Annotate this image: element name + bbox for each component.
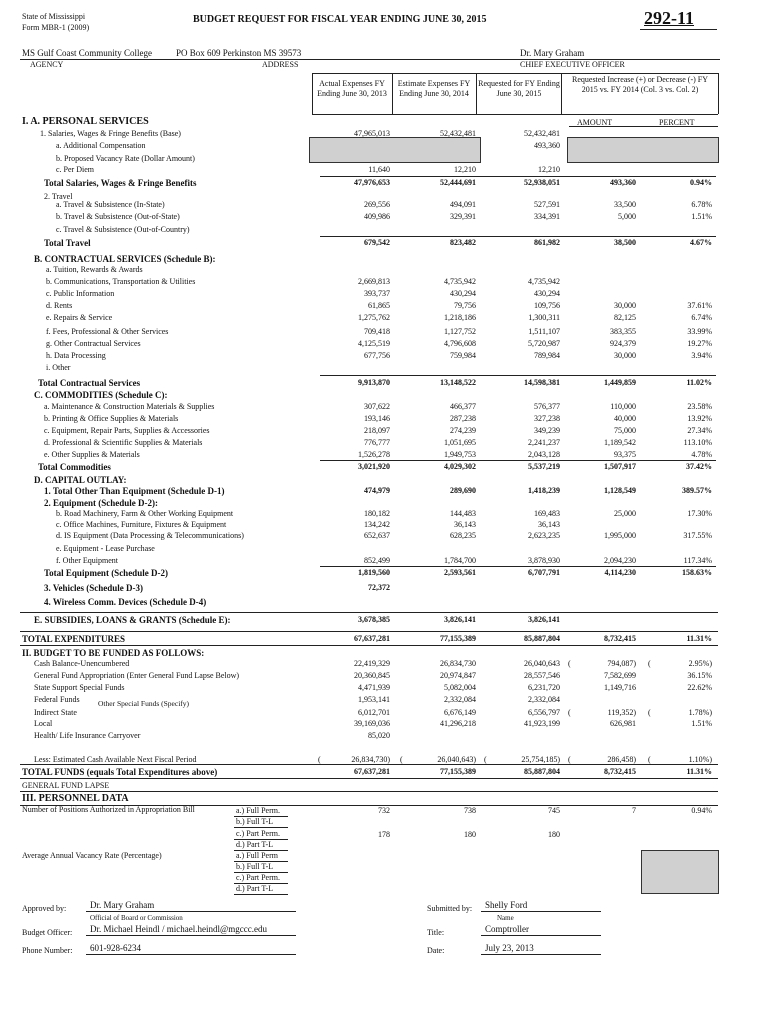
cell-requested: 789,984 bbox=[534, 351, 560, 360]
sub-vac-full-tl: b.) Full T-L bbox=[236, 862, 274, 871]
cell-amount: 33,500 bbox=[614, 200, 636, 209]
cell-estimate: 77,155,389 bbox=[440, 767, 476, 776]
personnel-title: III. PERSONNEL DATA bbox=[22, 793, 129, 804]
cell-requested: 1,418,239 bbox=[528, 486, 560, 495]
row-label: h. Data Processing bbox=[46, 351, 106, 360]
cell-percent: 3.94% bbox=[691, 351, 712, 360]
cell-requested: 861,982 bbox=[534, 238, 560, 247]
open-paren: ( bbox=[648, 708, 651, 717]
full-perm-requested: 745 bbox=[548, 806, 560, 815]
cell-actual: 1,953,141 bbox=[358, 695, 390, 704]
form-number: Form MBR-1 (2009) bbox=[22, 23, 90, 32]
row-label: e. Other Supplies & Materials bbox=[44, 450, 140, 459]
cell-percent: 17.30% bbox=[687, 509, 712, 518]
cell-actual: 11,640 bbox=[368, 165, 390, 174]
cell-requested: 85,887,804 bbox=[524, 767, 560, 776]
cell-actual: 67,637,281 bbox=[354, 767, 390, 776]
cell-actual: 134,242 bbox=[364, 520, 390, 529]
sub-full-perm: a.) Full Perm. bbox=[236, 806, 280, 815]
cell-percent: 1.78%) bbox=[688, 708, 712, 717]
open-paren: ( bbox=[484, 755, 487, 764]
row-label: C. COMMODITIES (Schedule C): bbox=[34, 390, 168, 400]
cell-estimate: 329,391 bbox=[450, 212, 476, 221]
state-label: State of Mississippi bbox=[22, 12, 86, 21]
row-label: i. Other bbox=[46, 363, 71, 372]
part-perm-estimate: 180 bbox=[464, 830, 476, 839]
cell-estimate: 274,239 bbox=[450, 426, 476, 435]
sub-vac-part-tl: d.) Part T-L bbox=[236, 884, 274, 893]
full-perm-actual: 732 bbox=[378, 806, 390, 815]
cell-estimate: 287,238 bbox=[450, 414, 476, 423]
open-paren: ( bbox=[648, 755, 651, 764]
cell-actual: 677,756 bbox=[364, 351, 390, 360]
cell-requested: 85,887,804 bbox=[524, 634, 560, 643]
cell-requested: 2,332,084 bbox=[528, 695, 560, 704]
cell-percent: 36.15% bbox=[687, 671, 712, 680]
row-label: b. Travel & Subsistence (Out-of-State) bbox=[56, 212, 180, 221]
cell-actual: 3,678,385 bbox=[358, 615, 390, 624]
cell-percent: 4.67% bbox=[690, 238, 712, 247]
approved-by-name: Dr. Mary Graham bbox=[90, 900, 155, 910]
row-label: 3. Vehicles (Schedule D-3) bbox=[44, 583, 143, 593]
cell-estimate: 36,143 bbox=[454, 520, 476, 529]
cell-estimate: 759,984 bbox=[450, 351, 476, 360]
shaded-block-a bbox=[309, 137, 481, 163]
vacancy-label: Average Annual Vacancy Rate (Percentage) bbox=[22, 851, 162, 860]
col-estimate-header: Estimate Expenses FY Ending June 30, 2014 bbox=[397, 79, 471, 98]
row-label: b. Printing & Office Supplies & Materials bbox=[44, 414, 179, 423]
row-label: d. Professional & Scientific Supplies & Materials bbox=[44, 438, 203, 447]
cell-amount: 1,507,917 bbox=[604, 462, 636, 471]
row-label: f. Fees, Professional & Other Services bbox=[46, 327, 169, 336]
cell-amount: 1,149,716 bbox=[604, 683, 636, 692]
row-label: c. Public Information bbox=[46, 289, 115, 298]
row-label: b. Proposed Vacancy Rate (Dollar Amount) bbox=[56, 154, 195, 163]
cell-percent: 11.31% bbox=[686, 767, 712, 776]
cell-requested: 6,231,720 bbox=[528, 683, 560, 692]
sub-vac-full-perm: a.) Full Perm bbox=[236, 851, 278, 860]
cell-estimate: 3,826,141 bbox=[444, 615, 476, 624]
row-label: c. Per Diem bbox=[56, 165, 94, 174]
cell-percent: 0.94% bbox=[690, 178, 712, 187]
cell-actual: 1,819,560 bbox=[358, 568, 390, 577]
cell-requested: 4,735,942 bbox=[528, 277, 560, 286]
cell-requested: 25,754,185) bbox=[521, 755, 560, 764]
row-label: a. Tuition, Rewards & Awards bbox=[46, 265, 143, 274]
part-perm-requested: 180 bbox=[548, 830, 560, 839]
sub-full-tl: b.) Full T-L bbox=[236, 817, 274, 826]
cell-estimate: 79,756 bbox=[454, 301, 476, 310]
cell-percent: 37.61% bbox=[687, 301, 712, 310]
cell-requested: 1,511,107 bbox=[528, 327, 560, 336]
cell-actual: 474,979 bbox=[364, 486, 390, 495]
row-label: TOTAL FUNDS (equals Total Expenditures above) bbox=[22, 767, 218, 777]
row-label: 4. Wireless Comm. Devices (Schedule D-4) bbox=[44, 597, 207, 607]
cell-estimate: 41,296,218 bbox=[440, 719, 476, 728]
cell-requested: 3,826,141 bbox=[528, 615, 560, 624]
cell-requested: 527,591 bbox=[534, 200, 560, 209]
full-perm-percent: 0.94% bbox=[691, 806, 712, 815]
cell-actual: 1,275,762 bbox=[358, 313, 390, 322]
cell-actual: 269,556 bbox=[364, 200, 390, 209]
cell-amount: 924,379 bbox=[610, 339, 636, 348]
cell-amount: 383,355 bbox=[610, 327, 636, 336]
name-label: Name bbox=[497, 914, 514, 922]
cell-requested: 5,720,987 bbox=[528, 339, 560, 348]
row-label: I. A. PERSONAL SERVICES bbox=[22, 116, 149, 127]
cell-amount: 40,000 bbox=[614, 414, 636, 423]
cell-estimate: 1,051,695 bbox=[444, 438, 476, 447]
agency-label: AGENCY bbox=[30, 60, 64, 69]
cell-actual: 4,125,519 bbox=[358, 339, 390, 348]
address-label: ADDRESS bbox=[262, 60, 299, 69]
cell-requested: 349,239 bbox=[534, 426, 560, 435]
part-perm-actual: 178 bbox=[378, 830, 390, 839]
cell-amount: 82,125 bbox=[614, 313, 636, 322]
cell-requested: 52,432,481 bbox=[524, 129, 560, 138]
col-amount-header: AMOUNT bbox=[577, 118, 613, 127]
cell-amount: 1,128,549 bbox=[604, 486, 636, 495]
row-label: Federal Funds bbox=[34, 695, 80, 704]
cell-actual: 193,146 bbox=[364, 414, 390, 423]
cell-amount: 75,000 bbox=[614, 426, 636, 435]
row-label: Total Commodities bbox=[38, 462, 111, 472]
sub-part-tl: d.) Part T-L bbox=[236, 840, 274, 849]
cell-estimate: 1,949,753 bbox=[444, 450, 476, 459]
cell-actual: 679,542 bbox=[364, 238, 390, 247]
cell-requested: 2,043,128 bbox=[528, 450, 560, 459]
date-label: Date: bbox=[427, 946, 445, 955]
row-label: e. Repairs & Service bbox=[46, 313, 113, 322]
cell-requested: 2,623,235 bbox=[528, 531, 560, 540]
submitted-by-name: Shelly Ford bbox=[485, 900, 528, 910]
cell-actual: 393,737 bbox=[364, 289, 390, 298]
cell-percent: 1.10%) bbox=[688, 755, 712, 764]
open-paren: ( bbox=[568, 659, 571, 668]
cell-estimate: 430,294 bbox=[450, 289, 476, 298]
cell-amount: 119,352) bbox=[607, 708, 636, 717]
cell-percent: 23.58% bbox=[687, 402, 712, 411]
cell-amount: 794,087) bbox=[607, 659, 636, 668]
cell-estimate: 4,029,302 bbox=[444, 462, 476, 471]
row-label: Indirect State bbox=[34, 708, 77, 717]
cell-actual: 709,418 bbox=[364, 327, 390, 336]
cell-amount: 38,500 bbox=[614, 238, 636, 247]
row-label: Total Equipment (Schedule D-2) bbox=[44, 568, 168, 578]
cell-requested: 109,756 bbox=[534, 301, 560, 310]
cell-actual: 307,622 bbox=[364, 402, 390, 411]
cell-percent: 2.95%) bbox=[688, 659, 712, 668]
cell-amount: 8,732,415 bbox=[604, 634, 636, 643]
cell-estimate: 144,483 bbox=[450, 509, 476, 518]
row-label: d. Rents bbox=[46, 301, 73, 310]
sub-vac-part-perm: c.) Part Perm. bbox=[236, 873, 280, 882]
cell-actual: 26,834,730) bbox=[351, 755, 390, 764]
shaded-block-c bbox=[641, 850, 719, 894]
cell-amount: 1,189,542 bbox=[604, 438, 636, 447]
cell-percent: 1.51% bbox=[691, 212, 712, 221]
cell-actual: 409,986 bbox=[364, 212, 390, 221]
cell-estimate: 1,218,186 bbox=[444, 313, 476, 322]
row-label: II. BUDGET TO BE FUNDED AS FOLLOWS: bbox=[22, 648, 205, 658]
cell-actual: 4,471,939 bbox=[358, 683, 390, 692]
row-label: Health/ Life Insurance Carryover bbox=[34, 731, 141, 740]
cell-percent: 37.42% bbox=[686, 462, 712, 471]
row-label: a. Travel & Subsistence (In-State) bbox=[56, 200, 165, 209]
cell-actual: 39,169,036 bbox=[354, 719, 390, 728]
cell-percent: 33.99% bbox=[687, 327, 712, 336]
row-label: e. Equipment - Lease Purchase bbox=[56, 544, 155, 553]
cell-estimate: 52,432,481 bbox=[440, 129, 476, 138]
cell-actual: 3,021,920 bbox=[358, 462, 390, 471]
cell-percent: 6.74% bbox=[691, 313, 712, 322]
cell-estimate: 77,155,389 bbox=[440, 634, 476, 643]
cell-estimate: 52,444,691 bbox=[440, 178, 476, 187]
cell-requested: 6,707,791 bbox=[528, 568, 560, 577]
phone-label: Phone Number: bbox=[22, 946, 73, 955]
cell-percent: 27.34% bbox=[687, 426, 712, 435]
open-paren: ( bbox=[568, 708, 571, 717]
cell-estimate: 20,974,847 bbox=[440, 671, 476, 680]
cell-actual: 218,097 bbox=[364, 426, 390, 435]
title-value: Comptroller bbox=[485, 924, 529, 934]
row-label: General Fund Appropriation (Enter General Fund Lapse Below) bbox=[34, 671, 240, 680]
cell-estimate: 26,834,730 bbox=[440, 659, 476, 668]
row-label: E. SUBSIDIES, LOANS & GRANTS (Schedule E): bbox=[34, 615, 231, 625]
cell-requested: 36,143 bbox=[538, 520, 560, 529]
cell-amount: 30,000 bbox=[614, 301, 636, 310]
cell-estimate: 494,091 bbox=[450, 200, 476, 209]
cell-amount: 5,000 bbox=[618, 212, 636, 221]
cell-amount: 93,375 bbox=[614, 450, 636, 459]
cell-requested: 576,377 bbox=[534, 402, 560, 411]
cell-percent: 22.62% bbox=[687, 683, 712, 692]
budget-officer-name: Dr. Michael Heindl / michael.heindl@mgccc.edu bbox=[90, 924, 267, 934]
other-special-funds-label: Other Special Funds (Specify) bbox=[98, 699, 190, 708]
phone-number: 601-928-6234 bbox=[90, 943, 141, 953]
cell-amount: 8,732,415 bbox=[604, 767, 636, 776]
cell-actual: 72,372 bbox=[368, 583, 390, 592]
cell-requested: 493,360 bbox=[534, 141, 560, 150]
cell-estimate: 628,235 bbox=[450, 531, 476, 540]
cell-actual: 61,865 bbox=[368, 301, 390, 310]
open-paren: ( bbox=[568, 755, 571, 764]
row-label: b. Communications, Transportation & Utilities bbox=[46, 277, 196, 286]
cell-estimate: 4,796,608 bbox=[444, 339, 476, 348]
row-label: 2. Equipment (Schedule D-2): bbox=[44, 498, 159, 508]
cell-requested: 2,241,237 bbox=[528, 438, 560, 447]
cell-percent: 13.92% bbox=[687, 414, 712, 423]
cell-estimate: 13,148,522 bbox=[440, 378, 476, 387]
row-label: Cash Balance-Unencumbered bbox=[34, 659, 130, 668]
row-label: TOTAL EXPENDITURES bbox=[22, 634, 125, 644]
row-label: Total Contractual Services bbox=[38, 378, 141, 388]
cell-actual: 47,965,013 bbox=[354, 129, 390, 138]
row-label: 1. Total Other Than Equipment (Schedule D-1) bbox=[44, 486, 225, 496]
submitted-by-label: Submitted by: bbox=[427, 904, 473, 913]
cell-percent: 11.02% bbox=[686, 378, 712, 387]
cell-estimate: 12,210 bbox=[454, 165, 476, 174]
row-label: Total Salaries, Wages & Fringe Benefits bbox=[44, 178, 197, 188]
cell-requested: 26,040,643 bbox=[524, 659, 560, 668]
row-label: Local bbox=[34, 719, 53, 728]
cell-percent: 6.78% bbox=[691, 200, 712, 209]
cell-estimate: 5,082,004 bbox=[444, 683, 476, 692]
cell-percent: 4.78% bbox=[691, 450, 712, 459]
open-paren: ( bbox=[318, 755, 321, 764]
ceo-name: Dr. Mary Graham bbox=[520, 48, 585, 58]
budget-officer-label: Budget Officer: bbox=[22, 928, 73, 937]
row-label: State Support Special Funds bbox=[34, 683, 125, 692]
cell-estimate: 823,482 bbox=[450, 238, 476, 247]
row-label: a. Maintenance & Construction Materials & Supplies bbox=[44, 402, 215, 411]
row-label: Less: Estimated Cash Available Next Fiscal Period bbox=[34, 755, 197, 764]
page-title: BUDGET REQUEST FOR FISCAL YEAR ENDING JUNE 30, 2015 bbox=[193, 14, 487, 25]
cell-requested: 3,878,930 bbox=[528, 556, 560, 565]
cell-requested: 6,556,797 bbox=[528, 708, 560, 717]
cell-estimate: 2,332,084 bbox=[444, 695, 476, 704]
cell-requested: 334,391 bbox=[534, 212, 560, 221]
cell-estimate: 2,593,561 bbox=[444, 568, 476, 577]
cell-amount: 25,000 bbox=[614, 509, 636, 518]
cell-estimate: 4,735,942 bbox=[444, 277, 476, 286]
cell-actual: 47,976,653 bbox=[354, 178, 390, 187]
cell-estimate: 26,040,643) bbox=[437, 755, 476, 764]
cell-amount: 2,094,230 bbox=[604, 556, 636, 565]
cell-requested: 327,238 bbox=[534, 414, 560, 423]
row-label: a. Additional Compensation bbox=[56, 141, 146, 150]
row-label: D. CAPITAL OUTLAY: bbox=[34, 475, 127, 485]
cell-actual: 85,020 bbox=[368, 731, 390, 740]
cell-percent: 158.63% bbox=[682, 568, 712, 577]
cell-actual: 67,637,281 bbox=[354, 634, 390, 643]
row-label: GENERAL FUND LAPSE bbox=[22, 781, 110, 790]
cell-actual: 776,777 bbox=[364, 438, 390, 447]
date-value: July 23, 2013 bbox=[485, 943, 534, 953]
cell-actual: 9,913,870 bbox=[358, 378, 390, 387]
cell-amount: 626,981 bbox=[610, 719, 636, 728]
row-label: c. Equipment, Repair Parts, Supplies & Accessories bbox=[44, 426, 210, 435]
row-label: 1. Salaries, Wages & Fringe Benefits (Base) bbox=[40, 129, 181, 138]
cell-percent: 113.10% bbox=[683, 438, 712, 447]
cell-percent: 389.57% bbox=[682, 486, 712, 495]
ceo-label: CHIEF EXECUTIVE OFFICER bbox=[520, 60, 625, 69]
cell-estimate: 1,127,752 bbox=[444, 327, 476, 336]
cell-requested: 28,557,546 bbox=[524, 671, 560, 680]
cell-amount: 110,000 bbox=[610, 402, 636, 411]
row-label: 2. Travel bbox=[44, 192, 73, 201]
open-paren: ( bbox=[400, 755, 403, 764]
cell-estimate: 466,377 bbox=[450, 402, 476, 411]
cell-amount: 286,458) bbox=[607, 755, 636, 764]
open-paren: ( bbox=[648, 659, 651, 668]
col-change-header: Requested Increase (+) or Decrease (-) FY 2015 vs. FY 2014 (Col. 3 vs. Col. 2) bbox=[572, 75, 708, 94]
row-label: b. Road Machinery, Farm & Other Working Equipment bbox=[56, 509, 234, 518]
cell-percent: 11.31% bbox=[686, 634, 712, 643]
row-label: g. Other Contractual Services bbox=[46, 339, 141, 348]
cell-amount: 7,582,699 bbox=[604, 671, 636, 680]
row-label: Total Travel bbox=[44, 238, 91, 248]
agency-name: MS Gulf Coast Community College bbox=[22, 48, 153, 58]
sub-part-perm: c.) Part Perm. bbox=[236, 829, 280, 838]
full-perm-estimate: 738 bbox=[464, 806, 476, 815]
col-requested-header: Requested for FY Ending June 30, 2015 bbox=[478, 79, 560, 98]
cell-actual: 652,637 bbox=[364, 531, 390, 540]
row-label: f. Other Equipment bbox=[56, 556, 118, 565]
cell-estimate: 6,676,149 bbox=[444, 708, 476, 717]
cell-estimate: 289,690 bbox=[450, 486, 476, 495]
cell-amount: 1,995,000 bbox=[604, 531, 636, 540]
cell-percent: 19.27% bbox=[687, 339, 712, 348]
cell-actual: 852,499 bbox=[364, 556, 390, 565]
cell-percent: 1.51% bbox=[691, 719, 712, 728]
row-label: B. CONTRACTUAL SERVICES (Schedule B): bbox=[34, 254, 216, 264]
approved-by-label: Approved by: bbox=[22, 904, 67, 913]
cell-amount: 1,449,859 bbox=[604, 378, 636, 387]
agency-address: PO Box 609 Perkinston MS 39573 bbox=[176, 48, 302, 58]
title-label: Title: bbox=[427, 928, 445, 937]
positions-label: Number of Positions Authorized in Appropriation Bill bbox=[22, 805, 195, 814]
cell-requested: 169,483 bbox=[534, 509, 560, 518]
cell-amount: 4,114,230 bbox=[604, 568, 636, 577]
cell-requested: 5,537,219 bbox=[528, 462, 560, 471]
cell-amount: 493,360 bbox=[610, 178, 636, 187]
col-percent-header: PERCENT bbox=[659, 118, 695, 127]
form-code: 292-11 bbox=[644, 8, 695, 28]
cell-actual: 180,182 bbox=[364, 509, 390, 518]
row-label: c. Travel & Subsistence (Out-of-Country) bbox=[56, 225, 190, 234]
col-actual-header: Actual Expenses FY Ending June 30, 2013 bbox=[317, 79, 387, 98]
cell-requested: 12,210 bbox=[538, 165, 560, 174]
cell-actual: 22,419,329 bbox=[354, 659, 390, 668]
cell-estimate: 1,784,700 bbox=[444, 556, 476, 565]
row-label: c. Office Machines, Furniture, Fixtures & Equipment bbox=[56, 520, 227, 529]
cell-actual: 20,360,845 bbox=[354, 671, 390, 680]
cell-actual: 1,526,278 bbox=[358, 450, 390, 459]
cell-requested: 41,923,199 bbox=[524, 719, 560, 728]
row-label: d. IS Equipment (Data Processing & Telecommunications) bbox=[56, 531, 244, 540]
cell-amount: 30,000 bbox=[614, 351, 636, 360]
cell-requested: 1,300,311 bbox=[528, 313, 560, 322]
full-perm-amount: 7 bbox=[632, 806, 636, 815]
cell-actual: 2,669,813 bbox=[358, 277, 390, 286]
cell-percent: 317.55% bbox=[683, 531, 712, 540]
approved-by-title: Official of Board or Commission bbox=[90, 914, 183, 922]
shaded-block-b bbox=[567, 137, 719, 163]
cell-requested: 430,294 bbox=[534, 289, 560, 298]
cell-requested: 14,598,381 bbox=[524, 378, 560, 387]
cell-percent: 117.34% bbox=[683, 556, 712, 565]
cell-requested: 52,938,051 bbox=[524, 178, 560, 187]
cell-actual: 6,012,701 bbox=[358, 708, 390, 717]
